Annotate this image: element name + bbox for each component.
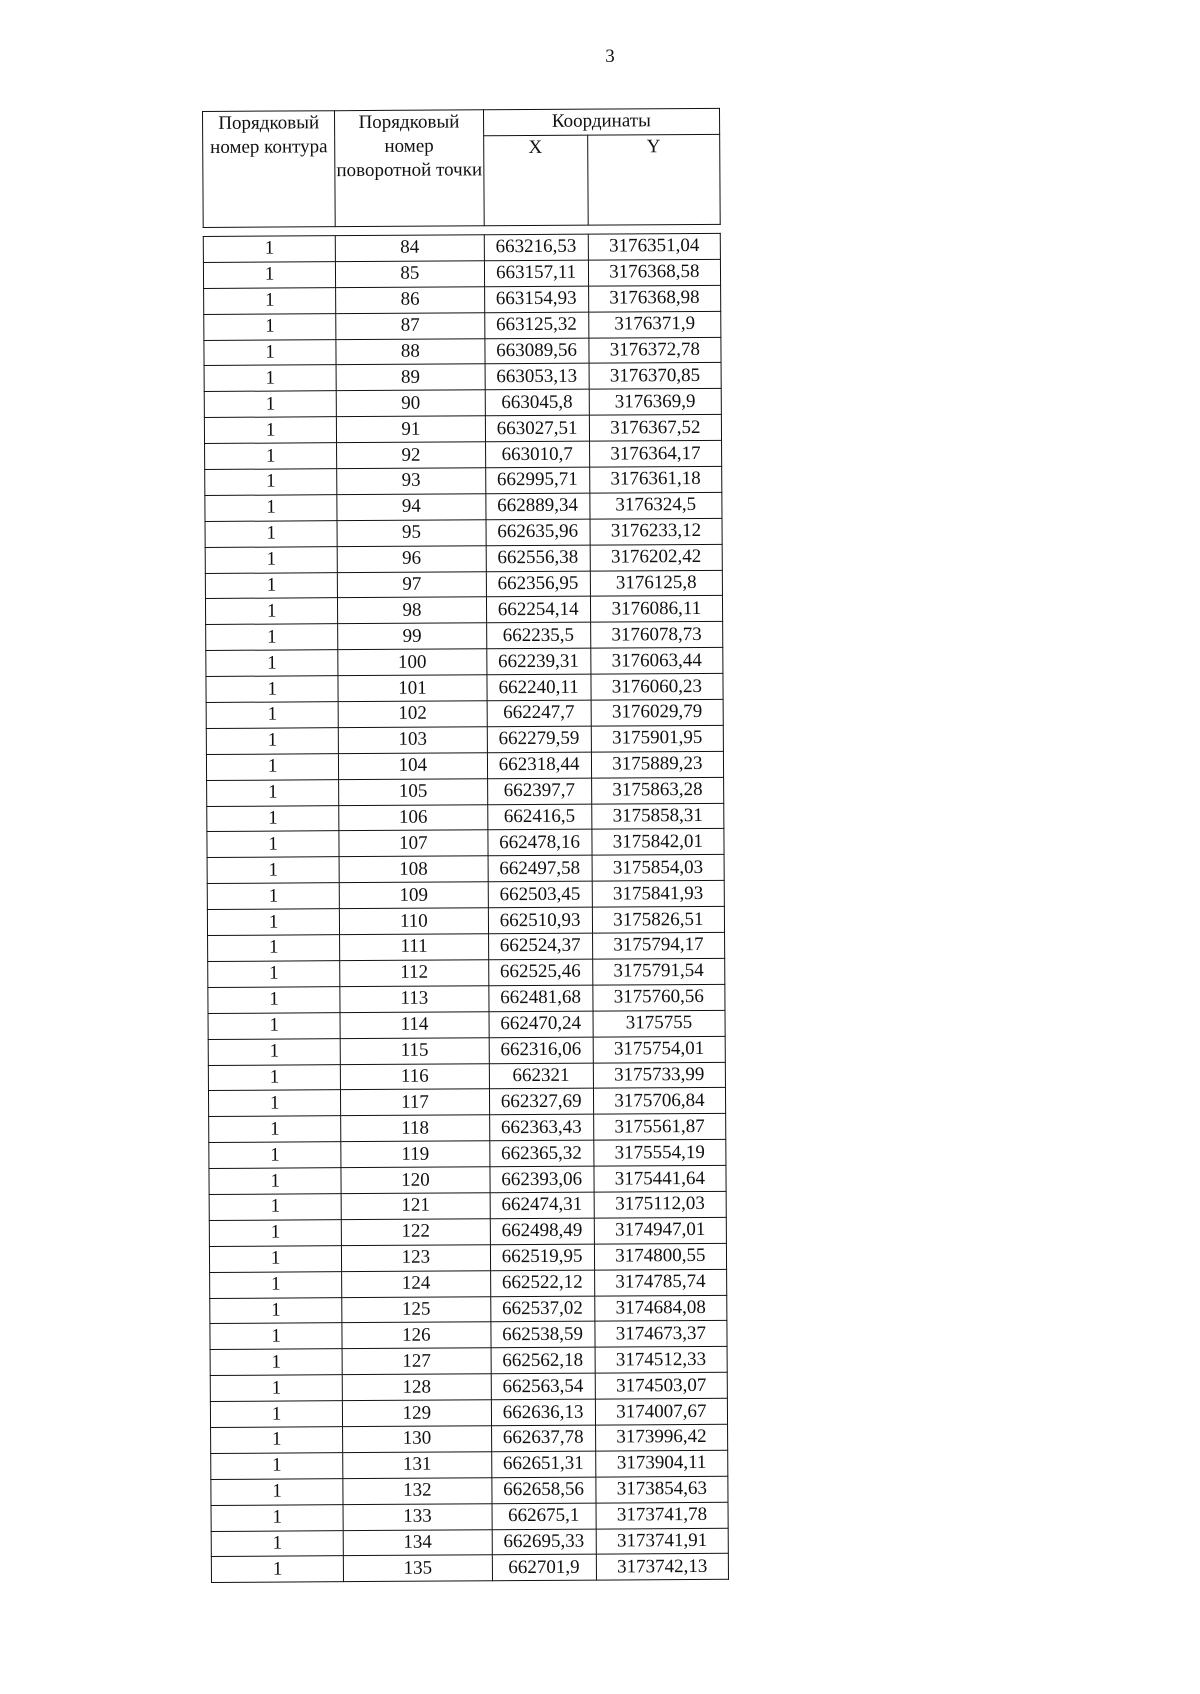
cell-contour: 1	[205, 546, 337, 573]
table-row	[210, 1321, 727, 1350]
cell-point: 127	[342, 1348, 490, 1375]
cell-x: 662889,34	[485, 493, 589, 520]
cell-x: 662498,49	[490, 1218, 594, 1245]
cell-contour: 1	[208, 1090, 340, 1117]
cell-contour: 1	[205, 520, 337, 547]
cell-contour: 1	[209, 1168, 341, 1195]
cell-contour: 1	[207, 831, 339, 858]
cell-y: 3173742,13	[596, 1554, 728, 1581]
cell-contour: 1	[211, 1453, 343, 1480]
cell-y: 3175858,31	[591, 803, 723, 830]
cell-point: 131	[343, 1452, 491, 1479]
cell-point: 124	[342, 1270, 490, 1297]
cell-y: 3174503,07	[595, 1373, 727, 1400]
cell-point: 84	[336, 235, 484, 262]
cell-y: 3173854,63	[596, 1476, 728, 1503]
cell-x: 662635,96	[486, 519, 590, 546]
table-row	[207, 906, 724, 935]
cell-y: 3176233,12	[590, 518, 722, 545]
cell-contour: 1	[208, 961, 340, 988]
cell-y: 3176369,9	[589, 389, 721, 416]
cell-y: 3176371,9	[588, 311, 720, 338]
cell-x: 663089,56	[484, 338, 588, 365]
cell-y: 3175554,19	[594, 1139, 726, 1166]
cell-contour: 1	[208, 1012, 340, 1039]
cell-contour: 1	[205, 598, 337, 625]
cell-x: 662695,33	[492, 1529, 596, 1556]
cell-point: 99	[338, 623, 486, 650]
table-row	[211, 1476, 728, 1505]
cell-point: 121	[341, 1193, 489, 1220]
cell-x: 662365,32	[489, 1140, 593, 1167]
cell-point: 130	[343, 1426, 491, 1453]
cell-contour: 1	[207, 857, 339, 884]
cell-y: 3176364,17	[589, 440, 721, 467]
cell-y: 3173741,91	[596, 1528, 728, 1555]
cell-point: 118	[341, 1115, 489, 1142]
cell-y: 3175755	[593, 1010, 725, 1037]
cell-point: 120	[341, 1167, 489, 1194]
cell-y: 3176372,78	[589, 337, 721, 364]
cell-y: 3173741,78	[596, 1502, 728, 1529]
cell-y: 3176029,79	[591, 699, 723, 726]
cell-contour: 1	[208, 1038, 340, 1065]
cell-y: 3175854,03	[592, 855, 724, 882]
cell-contour: 1	[204, 365, 336, 392]
cell-x: 662556,38	[486, 545, 590, 572]
cell-x: 662254,14	[486, 597, 590, 624]
cell-contour: 1	[204, 391, 336, 418]
table-row	[211, 1450, 728, 1479]
cell-x: 662701,9	[492, 1555, 596, 1582]
cell-x: 662510,93	[488, 907, 592, 934]
table-row	[206, 622, 723, 651]
table-row	[208, 932, 725, 961]
table-row	[208, 1062, 725, 1091]
cell-y: 3176086,11	[590, 596, 722, 623]
cell-x: 663010,7	[485, 441, 589, 468]
cell-contour: 1	[203, 236, 335, 263]
cell-x: 662470,24	[489, 1011, 593, 1038]
cell-point: 86	[336, 287, 484, 314]
cell-point: 126	[342, 1322, 490, 1349]
cell-y: 3175441,64	[594, 1165, 726, 1192]
cell-contour: 1	[210, 1401, 342, 1428]
cell-x: 662327,69	[489, 1089, 593, 1116]
cell-point: 102	[338, 701, 486, 728]
cell-contour: 1	[210, 1375, 342, 1402]
header-contour-number: Порядковый номер контура	[203, 111, 336, 228]
cell-x: 662318,44	[487, 752, 591, 779]
table-row	[206, 673, 723, 702]
table-row	[211, 1424, 728, 1453]
cell-point: 105	[339, 778, 487, 805]
cell-point: 91	[337, 416, 485, 443]
cell-contour: 1	[209, 1116, 341, 1143]
cell-x: 662478,16	[487, 830, 591, 857]
cell-contour: 1	[207, 805, 339, 832]
cell-y: 3176125,8	[590, 570, 722, 597]
cell-x: 662416,5	[487, 804, 591, 831]
cell-x: 662995,71	[485, 467, 589, 494]
table-row	[208, 1088, 725, 1117]
cell-x: 663157,11	[484, 260, 588, 287]
cell-contour: 1	[204, 417, 336, 444]
cell-point: 94	[337, 494, 485, 521]
cell-y: 3175826,51	[592, 906, 724, 933]
header-x: X	[483, 135, 588, 226]
cell-contour: 1	[205, 443, 337, 470]
cell-point: 113	[340, 986, 488, 1013]
cell-point: 95	[337, 520, 485, 547]
cell-x: 662356,95	[486, 571, 590, 598]
cell-x: 663216,53	[484, 234, 588, 261]
cell-x: 663045,8	[485, 389, 589, 416]
table-row	[204, 337, 721, 366]
table-row	[204, 285, 721, 314]
cell-contour: 1	[203, 262, 335, 289]
table-row	[207, 777, 724, 806]
cell-contour: 1	[206, 624, 338, 651]
header-y: Y	[587, 134, 720, 225]
cell-x: 662247,7	[487, 700, 591, 727]
cell-x: 662537,02	[490, 1296, 594, 1323]
cell-x: 662393,06	[489, 1166, 593, 1193]
table-row	[205, 518, 722, 547]
cell-x: 662524,37	[488, 933, 592, 960]
table-row	[207, 855, 724, 884]
cell-x: 662658,56	[491, 1477, 595, 1504]
cell-y: 3176351,04	[588, 233, 720, 260]
cell-point: 89	[336, 364, 484, 391]
cell-contour: 1	[207, 909, 339, 936]
cell-x: 662481,68	[488, 985, 592, 1012]
table-row	[206, 725, 723, 754]
cell-y: 3175733,99	[593, 1062, 725, 1089]
cell-y: 3175794,17	[592, 932, 724, 959]
cell-point: 96	[337, 545, 485, 572]
table-row	[204, 415, 721, 444]
cell-contour: 1	[208, 987, 340, 1014]
cell-contour: 1	[209, 1220, 341, 1247]
table-row	[209, 1165, 726, 1194]
cell-point: 134	[343, 1529, 491, 1556]
cell-point: 125	[342, 1296, 490, 1323]
table-row	[208, 1036, 725, 1065]
cell-y: 3176368,98	[588, 285, 720, 312]
cell-contour: 1	[204, 313, 336, 340]
cell-point: 116	[341, 1063, 489, 1090]
cell-y: 3175760,56	[593, 984, 725, 1011]
cell-y: 3175863,28	[591, 777, 723, 804]
cell-y: 3175841,93	[592, 881, 724, 908]
cell-point: 106	[339, 804, 487, 831]
cell-contour: 1	[205, 572, 337, 599]
table-row	[205, 544, 722, 573]
table-row	[210, 1269, 727, 1298]
cell-point: 110	[340, 908, 488, 935]
cell-x: 662675,1	[492, 1503, 596, 1530]
cell-x: 662525,46	[488, 959, 592, 986]
table-row	[209, 1114, 726, 1143]
cell-x: 662363,43	[489, 1114, 593, 1141]
cell-contour: 1	[206, 702, 338, 729]
header-point-number: Порядковый номер поворотной точки	[335, 110, 484, 227]
cell-x: 663154,93	[484, 286, 588, 313]
table-row	[206, 751, 723, 780]
table-row	[205, 570, 722, 599]
table-row	[211, 1554, 728, 1583]
cell-point: 93	[337, 468, 485, 495]
table-row	[205, 466, 722, 495]
cell-x: 662522,12	[490, 1270, 594, 1297]
cell-x: 662538,59	[490, 1322, 594, 1349]
cell-x: 662636,13	[491, 1399, 595, 1426]
cell-point: 135	[344, 1555, 492, 1582]
header-coordinates: Координаты	[483, 108, 720, 135]
table-row	[209, 1191, 726, 1220]
cell-y: 3174684,08	[594, 1295, 726, 1322]
cell-contour: 1	[210, 1271, 342, 1298]
cell-x: 662497,58	[488, 856, 592, 883]
cell-point: 101	[338, 675, 486, 702]
table-row	[208, 1010, 725, 1039]
cell-y: 3176060,23	[591, 673, 723, 700]
cell-contour: 1	[206, 676, 338, 703]
cell-x: 663125,32	[484, 312, 588, 339]
cell-contour: 1	[209, 1194, 341, 1221]
cell-y: 3175791,54	[592, 958, 724, 985]
cell-point: 119	[341, 1141, 489, 1168]
cell-y: 3175842,01	[592, 829, 724, 856]
table-row	[209, 1217, 726, 1246]
table-row	[210, 1295, 727, 1324]
cell-y: 3174785,74	[594, 1269, 726, 1296]
cell-point: 88	[336, 338, 484, 365]
cell-point: 128	[342, 1374, 490, 1401]
cell-point: 107	[339, 830, 487, 857]
cell-contour: 1	[210, 1323, 342, 1350]
table-row	[206, 648, 723, 677]
cell-contour: 1	[211, 1427, 343, 1454]
cell-y: 3176368,58	[588, 259, 720, 286]
cell-x: 662321	[489, 1063, 593, 1090]
cell-x: 662563,54	[491, 1373, 595, 1400]
cell-contour: 1	[210, 1297, 342, 1324]
table-row	[210, 1373, 727, 1402]
cell-x: 663027,51	[485, 415, 589, 442]
cell-point: 98	[338, 597, 486, 624]
table-row	[205, 492, 722, 521]
cell-y: 3176078,73	[590, 622, 722, 649]
table-row	[207, 803, 724, 832]
cell-y: 3176370,85	[589, 363, 721, 390]
cell-x: 662562,18	[491, 1347, 595, 1374]
cell-x: 662651,31	[491, 1451, 595, 1478]
cell-point: 117	[341, 1089, 489, 1116]
cell-point: 133	[343, 1503, 491, 1530]
cell-y: 3175561,87	[593, 1114, 725, 1141]
cell-point: 114	[340, 1011, 488, 1038]
cell-contour: 1	[205, 469, 337, 496]
table-row	[205, 596, 722, 625]
cell-x: 662239,31	[486, 648, 590, 675]
cell-x: 662474,31	[490, 1192, 594, 1219]
cell-x: 662235,5	[486, 622, 590, 649]
cell-contour: 1	[208, 935, 340, 962]
table-row	[211, 1528, 728, 1557]
cell-point: 87	[336, 312, 484, 339]
cell-contour: 1	[211, 1556, 343, 1583]
cell-contour: 1	[211, 1504, 343, 1531]
cell-point: 97	[338, 571, 486, 598]
cell-point: 100	[338, 649, 486, 676]
cell-contour: 1	[207, 779, 339, 806]
cell-y: 3175706,84	[593, 1088, 725, 1115]
cell-contour: 1	[211, 1530, 343, 1557]
cell-point: 103	[339, 727, 487, 754]
cell-x: 663053,13	[485, 364, 589, 391]
table-row	[210, 1398, 727, 1427]
cell-y: 3176367,52	[589, 415, 721, 442]
table-row	[206, 699, 723, 728]
cell-x: 662637,78	[491, 1425, 595, 1452]
table-row	[208, 958, 725, 987]
coordinates-table	[202, 108, 729, 1583]
table-row	[207, 829, 724, 858]
cell-y: 3176202,42	[590, 544, 722, 571]
cell-contour: 1	[209, 1142, 341, 1169]
cell-point: 108	[339, 856, 487, 883]
cell-point: 104	[339, 753, 487, 780]
cell-y: 3173996,42	[595, 1424, 727, 1451]
cell-point: 132	[343, 1478, 491, 1505]
cell-y: 3176063,44	[591, 648, 723, 675]
cell-y: 3174673,37	[595, 1321, 727, 1348]
cell-point: 123	[342, 1244, 490, 1271]
cell-contour: 1	[206, 728, 338, 755]
cell-y: 3176324,5	[590, 492, 722, 519]
cell-point: 129	[343, 1400, 491, 1427]
cell-y: 3174947,01	[594, 1217, 726, 1244]
table-row	[208, 984, 725, 1013]
cell-y: 3174800,55	[594, 1243, 726, 1270]
cell-contour: 1	[209, 1245, 341, 1272]
cell-contour: 1	[206, 753, 338, 780]
table-row	[203, 233, 720, 262]
cell-y: 3175901,95	[591, 725, 723, 752]
table-row	[204, 363, 721, 392]
cell-contour: 1	[205, 495, 337, 522]
table-row	[204, 389, 721, 418]
table-row	[209, 1139, 726, 1168]
cell-point: 111	[340, 934, 488, 961]
cell-y: 3175112,03	[594, 1191, 726, 1218]
table-row	[210, 1347, 727, 1376]
cell-y: 3175889,23	[591, 751, 723, 778]
cell-y: 3176361,18	[589, 466, 721, 493]
table-row	[204, 311, 721, 340]
cell-point: 122	[342, 1219, 490, 1246]
cell-point: 115	[340, 1037, 488, 1064]
table-row	[207, 881, 724, 910]
table-row	[205, 440, 722, 469]
cell-point: 90	[336, 390, 484, 417]
cell-x: 662397,7	[487, 778, 591, 805]
cell-x: 662503,45	[488, 881, 592, 908]
cell-contour: 1	[210, 1349, 342, 1376]
cell-x: 662240,11	[486, 674, 590, 701]
cell-x: 662279,59	[487, 726, 591, 753]
cell-point: 109	[339, 882, 487, 909]
cell-contour: 1	[207, 883, 339, 910]
cell-contour: 1	[208, 1064, 340, 1091]
cell-contour: 1	[204, 339, 336, 366]
cell-y: 3174512,33	[595, 1347, 727, 1374]
cell-contour: 1	[206, 650, 338, 677]
cell-contour: 1	[204, 287, 336, 314]
cell-contour: 1	[211, 1478, 343, 1505]
cell-point: 85	[336, 261, 484, 288]
page-number: 3	[605, 46, 615, 67]
cell-y: 3175754,01	[593, 1036, 725, 1063]
cell-y: 3173904,11	[595, 1450, 727, 1477]
cell-y: 3174007,67	[595, 1398, 727, 1425]
table-row	[203, 259, 720, 288]
table-row	[211, 1502, 728, 1531]
table-row	[209, 1243, 726, 1272]
cell-point: 112	[340, 960, 488, 987]
cell-point: 92	[337, 442, 485, 469]
cell-x: 662519,95	[490, 1244, 594, 1271]
table-body	[203, 233, 728, 1582]
cell-x: 662316,06	[489, 1037, 593, 1064]
